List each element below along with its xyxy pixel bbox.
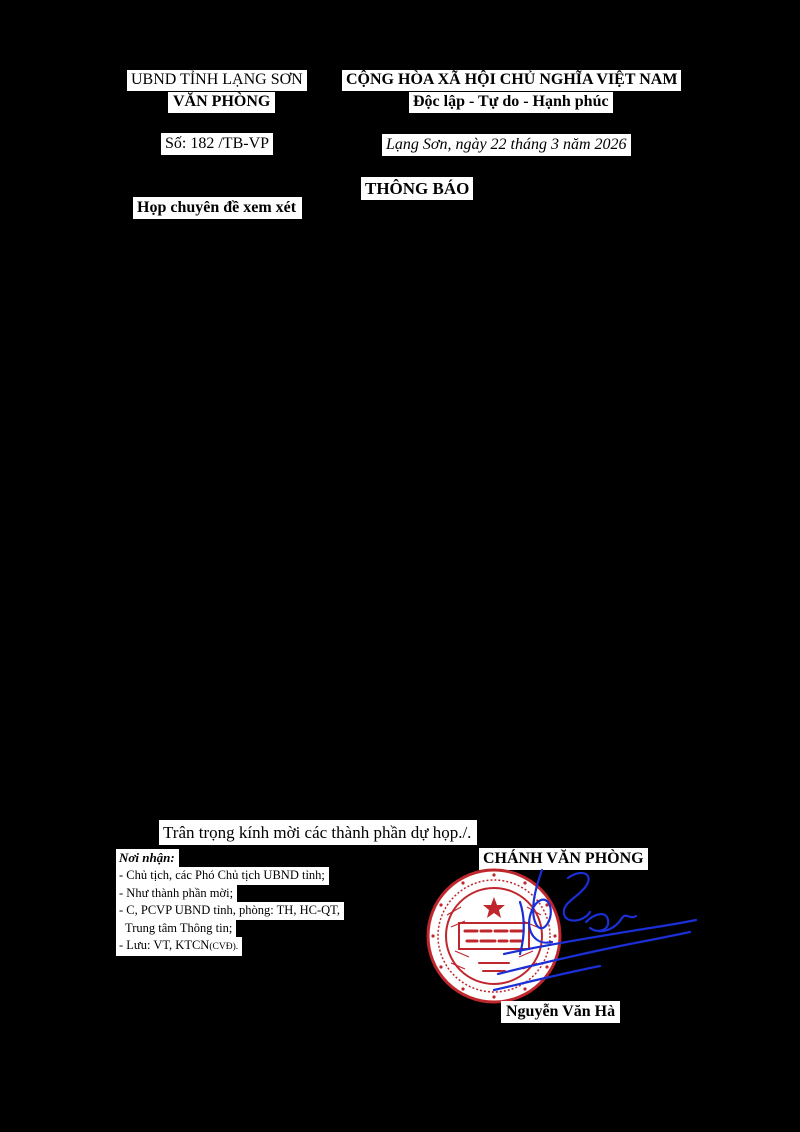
- recipients-heading: Nơi nhận:: [116, 849, 179, 867]
- recipient-item-archive-label: - Lưu: VT, KTCN: [119, 938, 210, 952]
- document-number-value: 182: [190, 135, 215, 152]
- recipient-item: - C, PCVP UBND tỉnh, phòng: TH, HC-QT,: [116, 902, 344, 920]
- signer-name: Nguyễn Văn Hà: [501, 1001, 620, 1023]
- office-name: VĂN PHÒNG: [168, 92, 275, 113]
- recipient-item: Trung tâm Thông tin;: [116, 920, 236, 938]
- nation-name: CỘNG HÒA XÃ HỘI CHỦ NGHĨA VIỆT NAM: [342, 70, 681, 91]
- document-number: [161, 133, 273, 155]
- closing-sentence: Trân trọng kính mời các thành phần dự họp./.: [159, 820, 477, 845]
- document-number-suffix: /TB-VP: [218, 135, 270, 152]
- recipient-item-archive: [116, 937, 242, 956]
- national-motto: Độc lập - Tự do - Hạnh phúc: [409, 92, 613, 113]
- document-number-prefix: Số:: [165, 135, 187, 152]
- document-subject: Họp chuyên đề xem xét: [133, 197, 302, 219]
- place-and-date: Lạng Sơn, ngày 22 tháng 3 năm 2026: [382, 134, 631, 156]
- recipient-item: - Chủ tịch, các Phó Chủ tịch UBND tỉnh;: [116, 867, 329, 885]
- recipients-block: [116, 849, 344, 956]
- document-type-title: THÔNG BÁO: [361, 177, 473, 200]
- recipient-item: - Như thành phần mời;: [116, 885, 237, 903]
- recipient-item-archive-suffix: (CVĐ).: [209, 942, 239, 952]
- signer-title: CHÁNH VĂN PHÒNG: [479, 848, 648, 870]
- handwritten-signature-icon: [490, 862, 705, 1022]
- agency-name: UBND TỈNH LẠNG SƠN: [127, 70, 307, 91]
